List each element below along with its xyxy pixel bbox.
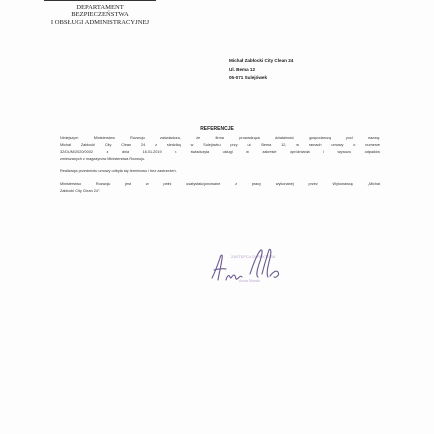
paragraph-2: Realizacja przedmiotu umowy odbyła się terminowo i bez zastrzeżeń. (60, 169, 177, 173)
header-rule (44, 0, 156, 1)
header-line-1: DEPARTAMENT (76, 4, 124, 11)
addressee-name: Michał Zabłocki City Clean 24 (229, 58, 294, 63)
handwritten-signature (206, 244, 296, 290)
addressee-block (229, 57, 293, 83)
document-title: REFERENCJE (200, 126, 234, 132)
paragraph-3-line-2: Zabłocki City Clean 24". (60, 189, 101, 193)
paragraph-1-line-1: Niniejszym Ministerstwo Rozwoju zaświadcza, że firma prowadząca działalność gospodarczą pod nazwą: (60, 136, 380, 140)
addressee-street: Ul. Bema 12 (229, 66, 256, 72)
addressee-city: 05-071 Sulejówek (229, 75, 268, 81)
paragraph-3-line-1: Ministerstwo Rozwoju jest w pełni usatysfakcjonowane z pracy wykonanej przez Wykonawcę „Michał (60, 182, 380, 186)
paragraph-1-line-2: Michał Zabłocki City Clean 24 z siedzibą w Sulejówku przy ul. Bema 12, w ramach umowy o numerze (60, 143, 380, 147)
signature-stroke-5 (262, 249, 271, 277)
header-line-3: I OBSŁUGI ADMINISTRACYJNEJ (50, 18, 150, 26)
stamp-line-2: Anna Słowik (239, 279, 260, 283)
header-line-2: BEZPIECZEŃSTWA (71, 11, 129, 19)
paragraph-1-line-4: zmieszanych z magazynów Ministerstwa Rozwoju. (60, 157, 146, 161)
signature-stroke-3 (226, 275, 242, 280)
stamp-line-1: ZASTĘPCA DYREKTORA (231, 255, 276, 259)
signature-stroke-6 (270, 271, 279, 277)
signature-stroke-4 (250, 250, 262, 277)
paragraph-1 (60, 135, 380, 163)
department-header (30, 0, 170, 26)
paragraph-1-line-3: 32/DUM/2020/0002 z dnia 16.01.2019 r. świadczyła usługi w zakresie opróżniania i wywozu odpadów (60, 150, 380, 154)
signature-stroke-1 (212, 255, 222, 280)
paragraph-3 (60, 181, 380, 195)
document-body (60, 135, 380, 195)
